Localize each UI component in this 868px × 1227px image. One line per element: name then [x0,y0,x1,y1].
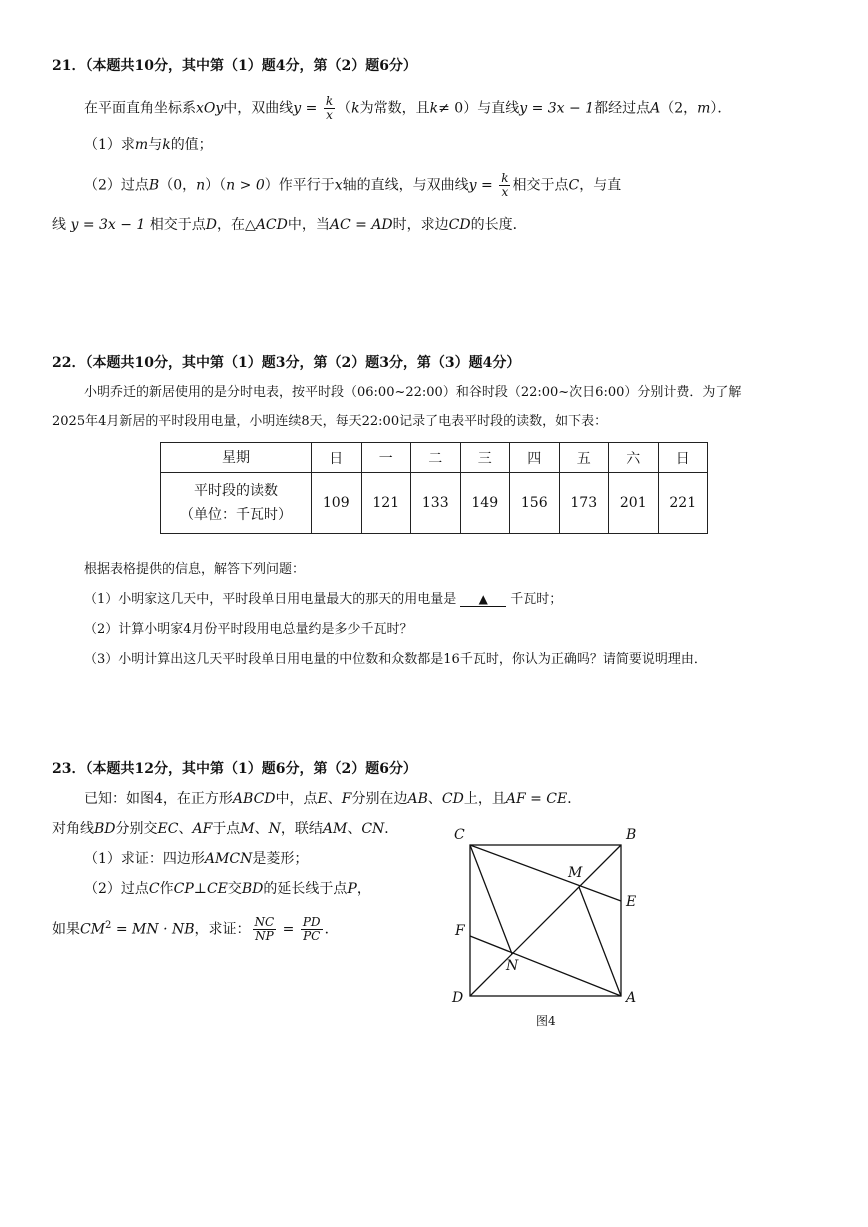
fraction-pd-over-pc [301,916,323,943]
text: ． [567,791,582,807]
math: CP⊥CE [173,881,228,897]
math: AB [407,791,428,807]
fraction-nc-over-np [253,916,277,943]
text: （1）求证：四边形 [84,851,205,867]
text: 都经过点 [594,100,651,117]
text: 中，当 [287,217,330,233]
text: 是菱形； [252,851,309,867]
table-cell-day: 一 [361,443,411,473]
text: 作 [159,881,174,897]
text: （1）求 [84,137,135,153]
text: 时，求边 [392,217,449,233]
q21-part1 [84,136,213,154]
table-row-label [161,473,312,534]
text: 千瓦时； [510,592,563,607]
math: C [568,177,580,194]
math: EC [157,821,179,837]
text: （2）过点 [84,177,149,194]
math: AM [322,821,348,837]
label-d: D [452,990,464,1006]
text: ，在△ [217,217,256,233]
math: x [334,177,343,194]
math: = [301,100,322,117]
math: AMCN [204,851,253,867]
q21-stem [84,95,731,122]
math: n > 0 [226,177,265,194]
math: = [278,921,299,938]
math: D [205,217,218,233]
segment-am [579,887,621,996]
label-a: A [626,990,637,1006]
text: （2， [660,100,698,117]
table-header-label: 星期 [161,443,312,473]
math: k [429,100,439,117]
text: 、 [327,791,342,807]
label-b: B [626,827,637,843]
table-cell-reading: 133 [411,473,461,534]
q22-intro-line2: 2025年4月新居的平时段用电量，小明连续8天，每天22:00记录了电表平时段的读数，如下表： [52,414,608,429]
table-cell-day: 二 [411,443,461,473]
math: CM [80,921,106,938]
q22-part2: （2）计算小明家4月份平时段用电总量约是多少千瓦时？ [84,622,413,637]
label-m: M [568,865,583,881]
math: F [341,791,352,807]
math: = MN · NB [111,921,195,938]
segment-cn [470,845,512,954]
numerator: NC [254,915,275,930]
table-cell-day: 六 [609,443,659,473]
math: N [268,821,281,837]
fraction-k-over-x [324,95,335,122]
text: ）（ [205,177,227,194]
exponent: 2 [105,920,112,931]
math: AF = CE [505,791,568,807]
math: BD [94,821,116,837]
text: 、 [254,821,269,837]
math: y = 3x − 1 [519,100,595,117]
math: E [317,791,328,807]
math: P [347,881,357,897]
table-cell-reading: 109 [312,473,362,534]
text: 上，且 [463,791,506,807]
denominator: x [501,185,509,199]
row-label-line1: 平时段的读数 [194,483,278,499]
math: k [351,100,360,117]
text: 的值； [170,137,213,153]
table-row [161,473,708,534]
q22-prompt: 根据表格提供的信息，解答下列问题： [84,562,306,577]
text: 与 [148,137,163,153]
diagonal-bd [470,845,621,996]
text: 中，点 [275,791,318,807]
math: n [196,177,206,194]
q23-part1 [84,850,308,868]
text: 的延长线于点 [263,881,348,897]
label-n: N [506,958,519,974]
q23-line2 [52,820,398,838]
table-cell-reading: 173 [559,473,609,534]
table-cell-day: 四 [510,443,560,473]
table-cell-day: 三 [460,443,510,473]
table-cell-reading: 221 [658,473,708,534]
text: 轴的直线，与双曲线 [342,177,469,194]
figure-caption: 图4 [536,1014,556,1028]
q21-part2-line1 [84,172,621,199]
q23-heading [52,760,417,778]
math: m [134,137,149,153]
q21-score: （本题共10分，其中第（1）题4分，第（2）题6分） [85,58,417,74]
math: AC = AD [329,217,393,233]
math: k [162,137,171,153]
text: （0， [159,177,197,194]
table-cell-reading: 121 [361,473,411,534]
text: 于点 [212,821,241,837]
q23-line5 [52,908,339,948]
denominator: x [326,108,333,122]
text: 、 [347,821,362,837]
label-e: E [626,894,637,910]
text: 的长度． [470,217,527,233]
math: CN [361,821,385,837]
answer-blank: ▲ [460,592,506,607]
text: 交 [227,881,242,897]
math: CD [448,217,471,233]
text: ，求证： [194,921,251,938]
table-cell-reading: 156 [510,473,560,534]
text: （2）过点 [84,881,149,897]
table-cell-day: 日 [658,443,708,473]
q22-heading [52,354,520,372]
table-cell-reading: 201 [609,473,659,534]
q23-part2 [84,880,371,898]
text: 如果 [52,921,80,938]
text: （1）小明家这几天中，平时段单日用电量最大的那天的用电量是 [84,592,457,607]
math: BD [241,881,264,897]
math: ACD [255,217,288,233]
figure-4 [440,820,650,1035]
table-cell-day: 日 [312,443,362,473]
text: ． [324,921,339,938]
math: A [650,100,661,117]
text: 对角线 [52,821,94,837]
text: ． [384,821,399,837]
math: y [468,177,477,194]
denominator: NP [255,929,274,944]
text: 、 [178,821,193,837]
text: （ [337,100,352,117]
q22-part3: （3）小明计算出这几天平时段单日用电量的中位数和众数都是16千瓦时，你认为正确吗？请简要说明理由． [84,652,707,667]
q22-intro-line1: 小明乔迁的新居使用的是分时电表，按平时段（06:00~22:00）和谷时段（22:00~次日6:00）分别计费．为了解 [84,385,742,400]
text: 线 [52,217,66,233]
q23-line1 [84,790,581,808]
q22-part1 [84,591,562,609]
table-cell-day: 五 [559,443,609,473]
meter-readings-table [160,442,708,534]
row-label-line2: （单位：千瓦时） [180,507,292,523]
text: ）作平行于 [264,177,335,194]
math: AF [192,821,213,837]
numerator: PD [302,915,321,930]
text: 中，双曲线 [223,100,294,117]
table-row [161,443,708,473]
numerator: k [325,94,334,108]
segment-ce [470,845,621,901]
q21-part2-line2 [52,216,527,234]
q21-number: 21． [52,58,86,74]
math: C [148,881,160,897]
denominator: PC [303,929,321,944]
q21-heading [52,57,417,75]
text: 、 [427,791,442,807]
text: 在平面直角坐标系 [84,100,196,117]
text: 分别交 [115,821,158,837]
text: 分别在边 [351,791,408,807]
text: 相交于点 [149,217,206,233]
segment-af [470,936,621,996]
label-f: F [455,923,465,939]
math: ABCD [232,791,276,807]
text: 已知：如图4，在正方形 [84,791,233,807]
math: B [148,177,160,194]
math: m [697,100,711,117]
math: M [240,821,255,837]
label-c: C [454,827,465,843]
q23-score: （本题共12分，其中第（1）题6分，第（2）题6分） [85,761,417,777]
text: ）． [710,100,732,117]
q22-score: （本题共10分，其中第（1）题3分，第（2）题3分，第（3）题4分） [85,355,521,371]
text: ，联结 [280,821,323,837]
q22-number: 22． [52,355,86,371]
math: y [293,100,302,117]
table-cell-reading: 149 [460,473,510,534]
numerator: k [501,171,509,185]
text: 相交于点 [512,177,569,194]
q23-number: 23． [52,761,86,777]
math: = [476,177,498,194]
text: 为常数，且 [359,100,430,117]
text: ≠ 0）与直线 [438,100,520,117]
math: y = 3x − 1 [70,217,146,233]
fraction-k-over-x [499,172,510,199]
text: ， [356,881,371,897]
text: ，与直 [579,177,622,194]
math: CD [441,791,464,807]
math: xOy [196,100,224,117]
